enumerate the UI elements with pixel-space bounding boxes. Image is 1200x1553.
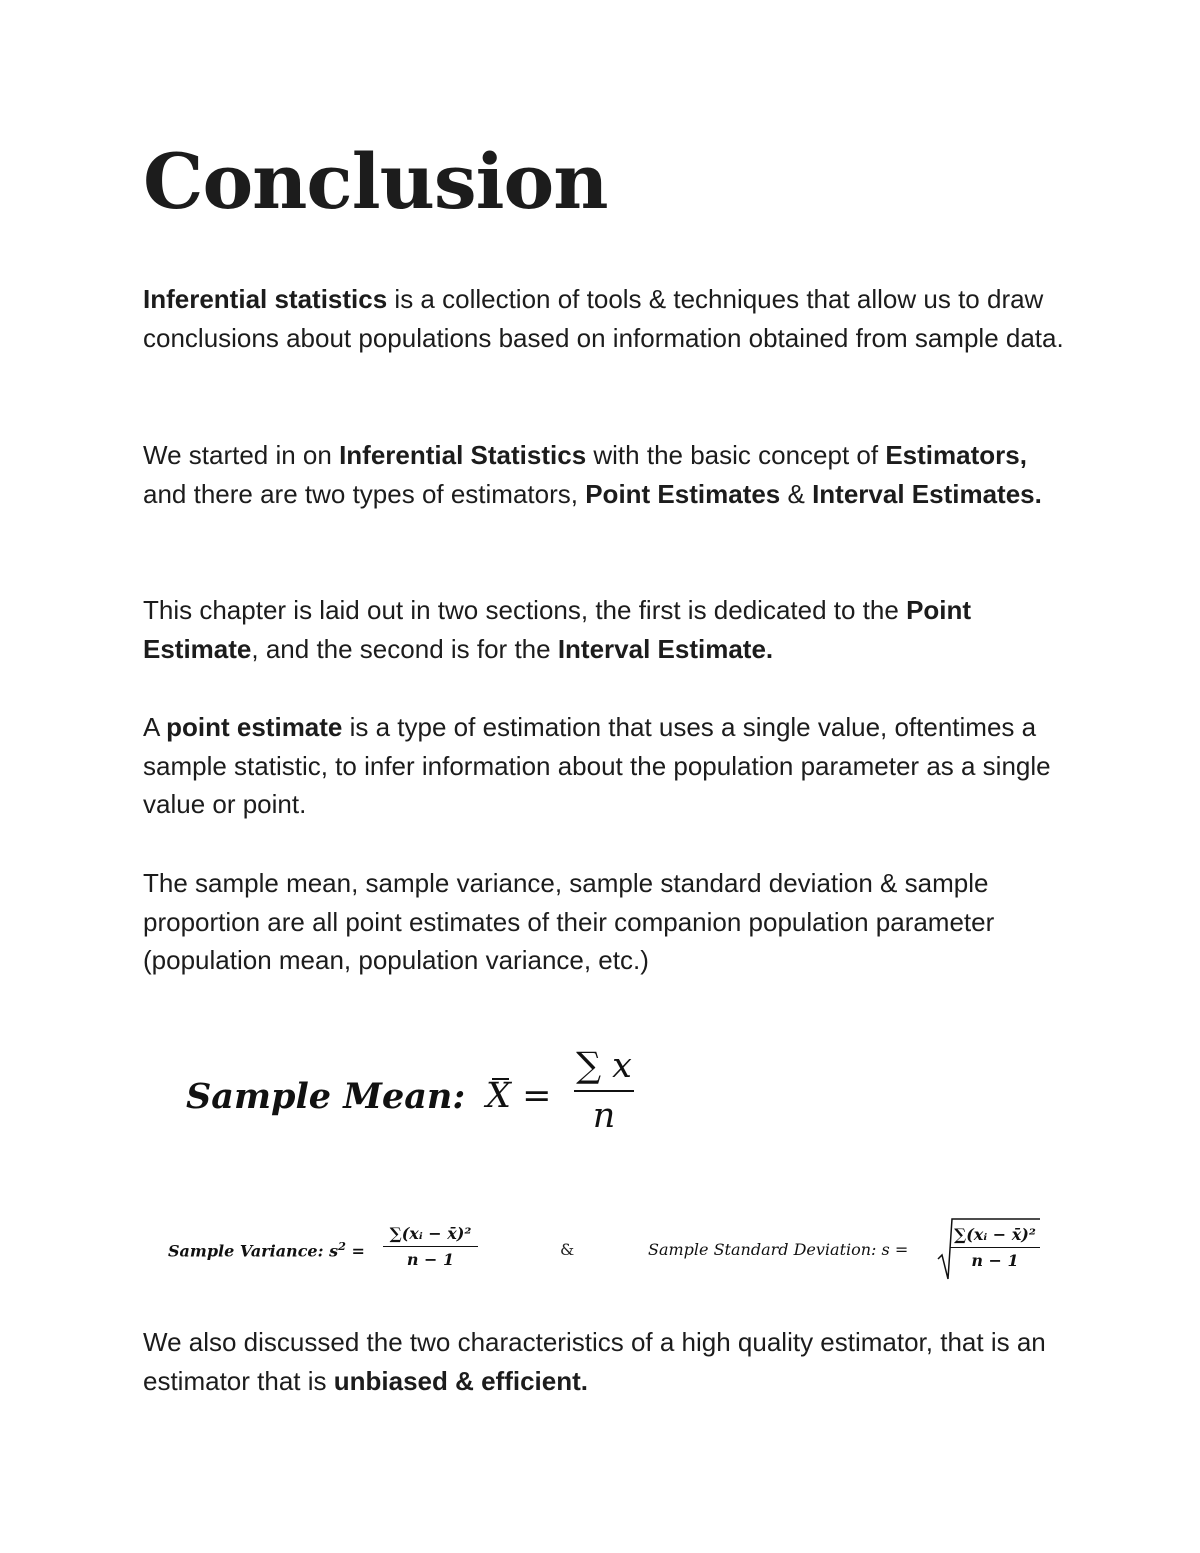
paragraph-text: is a collection of tools & techniques that allow us to draw conclusions about populations based on information obtained from sample data. xyxy=(143,284,1064,353)
fraction-numerator: ∑(xᵢ − x̄)² xyxy=(383,1224,478,1247)
formula-lhs: s xyxy=(329,1241,339,1261)
fraction-numerator: ∑(xᵢ − x̄)² xyxy=(950,1225,1040,1248)
bold-term: Inferential Statistics xyxy=(339,440,587,470)
paragraph-text: This chapter is laid out in two sections, the first is dedicated to the xyxy=(143,595,907,625)
paragraph-text: is a type of estimation that uses a single value, oftentimes a sample statistic, to infer information about the population parameter as a single value or point. xyxy=(143,712,1051,819)
paragraph-text: , and the second is for the xyxy=(251,633,558,664)
formula-label-text: Sample Variance: xyxy=(168,1241,324,1261)
exponent: 2 xyxy=(338,1239,346,1253)
paragraph-text: and there are two types of estimators, xyxy=(143,478,586,509)
bold-term: Inferential statistics xyxy=(143,284,388,314)
equals-sign: = xyxy=(894,1240,909,1259)
bold-term: point estimate xyxy=(166,712,343,742)
sample-variance-formula xyxy=(168,1222,488,1282)
fraction-numerator: ∑ x xyxy=(574,1046,634,1092)
paragraph-point-estimate xyxy=(143,708,1073,824)
paragraph-inferential-statistics xyxy=(143,280,1073,357)
paragraph-chapter-layout xyxy=(143,591,1073,668)
paragraph-text: A xyxy=(143,712,167,742)
square-root xyxy=(936,1217,1040,1281)
sample-mean-formula xyxy=(186,1040,656,1150)
bold-term: unbiased & efficient. xyxy=(333,1365,588,1396)
page-title: Conclusion xyxy=(143,137,608,226)
bold-term: Estimators, xyxy=(885,440,1027,470)
equals-sign: = xyxy=(351,1241,365,1261)
paragraph-text: & xyxy=(780,478,813,509)
ampersand-separator: & xyxy=(560,1240,575,1259)
paragraph-text: The sample mean, sample variance, sample standard deviation & sample proportion are all point estimates of their companion population parameter (population mean, population variance, etc.) xyxy=(143,868,995,975)
formula-label-text: Sample Standard Deviation: xyxy=(648,1240,877,1259)
paragraph-estimator-quality xyxy=(143,1323,1073,1400)
bold-term: Interval Estimate. xyxy=(557,633,774,664)
sample-std-dev-formula xyxy=(648,1215,1048,1285)
formula-label xyxy=(648,1240,908,1259)
bold-term: Point Estimates xyxy=(585,478,781,509)
formula-fraction xyxy=(383,1224,478,1269)
x-bar-symbol: X xyxy=(486,1076,511,1116)
paragraph-text: We also discussed the two characteristics of a high quality estimator, that is an estimator that is xyxy=(143,1327,1046,1396)
bold-term: Point Estimate xyxy=(143,595,972,664)
paragraph-text: We started in on xyxy=(143,440,340,470)
equals-sign: = xyxy=(522,1076,552,1116)
formula-fraction xyxy=(574,1046,634,1136)
formula-fraction xyxy=(950,1225,1040,1270)
paragraph-estimators xyxy=(143,436,1073,513)
formula-lhs: s xyxy=(881,1240,890,1259)
fraction-denominator: n xyxy=(592,1096,616,1136)
fraction-denominator: n − 1 xyxy=(971,1251,1019,1270)
paragraph-text: with the basic concept of xyxy=(586,440,886,470)
formula-lhs xyxy=(486,1076,551,1116)
formula-label: Sample Mean: xyxy=(186,1076,466,1117)
fraction-denominator: n − 1 xyxy=(406,1250,455,1269)
formula-label xyxy=(168,1239,365,1260)
paragraph-sample-statistics xyxy=(143,864,1073,980)
bold-term: Interval Estimates. xyxy=(812,478,1042,509)
